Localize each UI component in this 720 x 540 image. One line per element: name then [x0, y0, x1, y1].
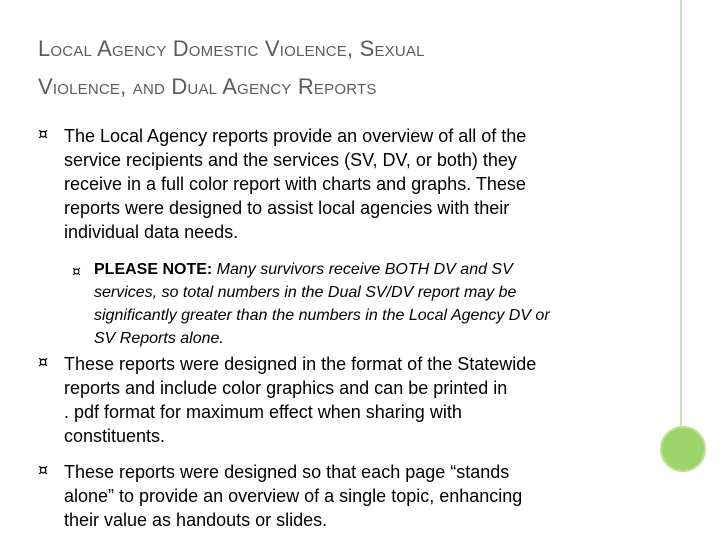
sub-bullet-please-note	[72, 258, 632, 350]
ring-bullet-icon: ¤	[38, 460, 49, 479]
slide-title	[38, 30, 638, 106]
bullet-text: These reports were designed in the format of the Statewide reports and include color graphics and can be printed in . pdf format for maximum effect when sharing with constituents.	[64, 354, 537, 446]
bullet-text: These reports were designed so that each page “stands alone” to provide an overview of a single topic, enhancing their value as handouts or slides.	[64, 462, 523, 530]
please-note-text: Many survivors receive BOTH DV and SV services, so total numbers in the Dual SV/DV report may be significantly greater than the numbers in the Local Agency DV or SV Reports alone.	[94, 261, 550, 347]
ring-bullet-icon: ¤	[72, 264, 81, 280]
bullet-text: The Local Agency reports provide an overview of all of the service recipients and the services (SV, DV, or both) they receive in a full color report with charts and graphs. These reports were designed to assist local agencies with their individual data needs.	[64, 126, 527, 242]
bullet-statewide-format	[38, 352, 638, 448]
ring-bullet-icon: ¤	[38, 124, 49, 143]
decorative-green-circle	[660, 426, 706, 472]
bullet-stands-alone	[38, 460, 638, 532]
slide-title-line-2: Violence, and Dual Agency Reports	[38, 74, 377, 99]
bullet-local-agency-reports	[38, 124, 638, 244]
please-note-label: PLEASE NOTE:	[94, 261, 213, 278]
sub-bullet-text	[94, 258, 632, 350]
ring-bullet-icon: ¤	[38, 352, 49, 371]
decorative-border-line	[680, 0, 682, 426]
slide-title-line-1: Local Agency Domestic Violence, Sexual	[38, 36, 425, 61]
